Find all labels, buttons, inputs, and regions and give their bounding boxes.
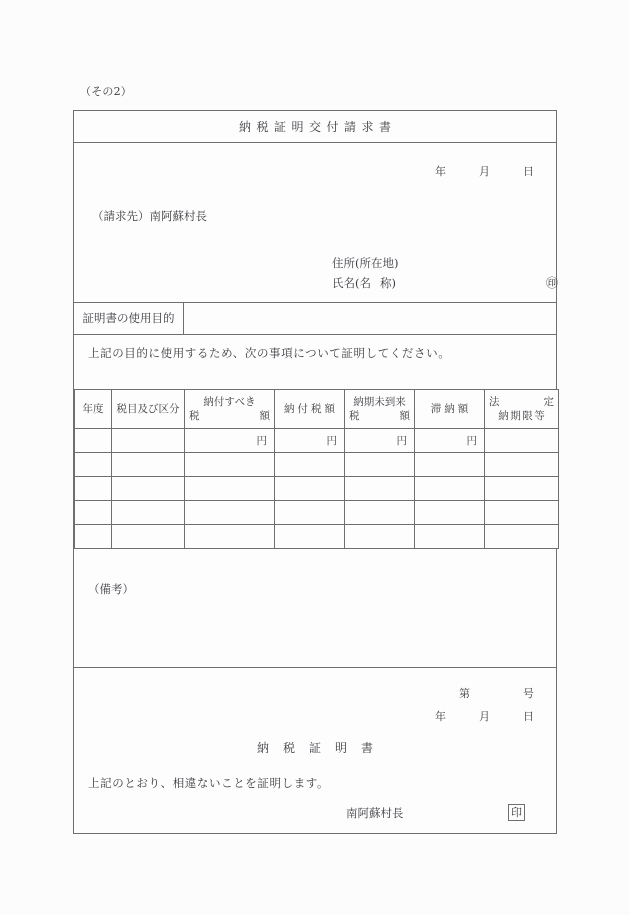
- page-title: 納税証明交付請求書: [238, 120, 397, 134]
- col-header-paid-tax: 納付税額: [275, 390, 345, 429]
- form-frame: [73, 110, 557, 834]
- unit-cell-paid-tax: 円: [275, 429, 345, 453]
- cell-statutory-due-date[interactable]: [485, 525, 559, 549]
- cell-tax-item[interactable]: [112, 525, 185, 549]
- cell-not-yet-due-tax[interactable]: [345, 453, 415, 477]
- certificate-title: 納税証明書: [256, 741, 387, 755]
- cell-paid-tax[interactable]: [275, 501, 345, 525]
- cell-payable-tax[interactable]: [185, 477, 275, 501]
- cell-paid-tax[interactable]: [275, 477, 345, 501]
- addressee-line: （請求先）南阿蘇村長: [92, 209, 207, 223]
- cell-paid-tax[interactable]: [275, 453, 345, 477]
- cell-delinquent-amount[interactable]: [415, 477, 485, 501]
- applicant-address-label: 住所(所在地): [332, 256, 399, 270]
- cell-statutory-due-date[interactable]: [485, 453, 559, 477]
- cell-fiscal-year[interactable]: [75, 525, 112, 549]
- col-header-statutory-due-date: 法 定 納期限等: [485, 390, 559, 429]
- request-date-line: [435, 163, 534, 179]
- col-header-fiscal-year: 年度: [75, 390, 112, 429]
- applicant-name-row: [332, 273, 559, 293]
- certificate-date-line: [435, 708, 534, 724]
- certificate-date-day: 日: [523, 710, 534, 723]
- unit-cell-tax-item[interactable]: [112, 429, 185, 453]
- cell-paid-tax[interactable]: [275, 525, 345, 549]
- cell-not-yet-due-tax[interactable]: [345, 477, 415, 501]
- seal-circle-icon: ㊞: [546, 276, 559, 290]
- col-header-delinquent-amount: 滞納額: [415, 390, 485, 429]
- unit-cell-fiscal-year[interactable]: [75, 429, 112, 453]
- cell-delinquent-amount[interactable]: [415, 501, 485, 525]
- table-unit-row: [75, 429, 559, 453]
- cell-payable-tax[interactable]: [185, 525, 275, 549]
- title-band: [74, 111, 556, 142]
- certificate-number-prefix: 第: [459, 687, 470, 700]
- cell-statutory-due-date[interactable]: [485, 477, 559, 501]
- cell-delinquent-amount[interactable]: [415, 525, 485, 549]
- certificate-signer-name: 南阿蘇村長: [346, 806, 404, 820]
- cell-payable-tax[interactable]: [185, 501, 275, 525]
- tax-detail-table: [74, 389, 559, 549]
- purpose-input[interactable]: [184, 302, 556, 334]
- request-date-month: 月: [479, 165, 490, 178]
- cell-fiscal-year[interactable]: [75, 501, 112, 525]
- certificate-statement: 上記のとおり、相違ないことを証明します。: [88, 776, 330, 790]
- request-date-day: 日: [523, 165, 534, 178]
- cell-fiscal-year[interactable]: [75, 477, 112, 501]
- col-header-payable-tax: 納付すべき 税 額: [185, 390, 275, 429]
- unit-cell-not-yet-due-tax: 円: [345, 429, 415, 453]
- cell-delinquent-amount[interactable]: [415, 453, 485, 477]
- certificate-date-month: 月: [479, 710, 490, 723]
- table-header-row: [75, 390, 559, 429]
- unit-cell-delinquent-amount: 円: [415, 429, 485, 453]
- divider-below-title: [74, 142, 556, 143]
- table-row: [75, 453, 559, 477]
- cell-not-yet-due-tax[interactable]: [345, 525, 415, 549]
- cell-statutory-due-date[interactable]: [485, 501, 559, 525]
- col-header-not-yet-due-tax: 納期未到来 税 額: [345, 390, 415, 429]
- applicant-address-row: [332, 253, 398, 273]
- divider-below-purpose: [74, 334, 556, 335]
- applicant-name-label-a: 氏名(名: [332, 276, 371, 290]
- request-date-year: 年: [435, 165, 446, 178]
- col-header-tax-item: 税目及び区分: [112, 390, 185, 429]
- remarks-label: （備考）: [88, 582, 134, 596]
- cell-not-yet-due-tax[interactable]: [345, 501, 415, 525]
- unit-cell-payable-tax: 円: [185, 429, 275, 453]
- divider-below-remarks: [74, 667, 556, 668]
- instruction-text: 上記の目的に使用するため、次の事項について証明してください。: [88, 346, 451, 360]
- cell-tax-item[interactable]: [112, 453, 185, 477]
- certificate-signer-row: [74, 805, 556, 825]
- form-caption: （その2）: [80, 85, 132, 98]
- table-row: [75, 525, 559, 549]
- cell-payable-tax[interactable]: [185, 453, 275, 477]
- cell-tax-item[interactable]: [112, 477, 185, 501]
- certificate-date-year: 年: [435, 710, 446, 723]
- purpose-label: 証明書の使用目的: [82, 311, 175, 325]
- table-row: [75, 501, 559, 525]
- table-row: [75, 477, 559, 501]
- cell-fiscal-year[interactable]: [75, 453, 112, 477]
- applicant-block: [332, 253, 559, 293]
- unit-cell-statutory-due-date[interactable]: [485, 429, 559, 453]
- certificate-number-line: [459, 685, 534, 701]
- cell-tax-item[interactable]: [112, 501, 185, 525]
- certificate-number-suffix: 号: [523, 687, 534, 700]
- applicant-name-label-b: 称): [380, 276, 396, 290]
- seal-box-icon: 印: [508, 804, 525, 821]
